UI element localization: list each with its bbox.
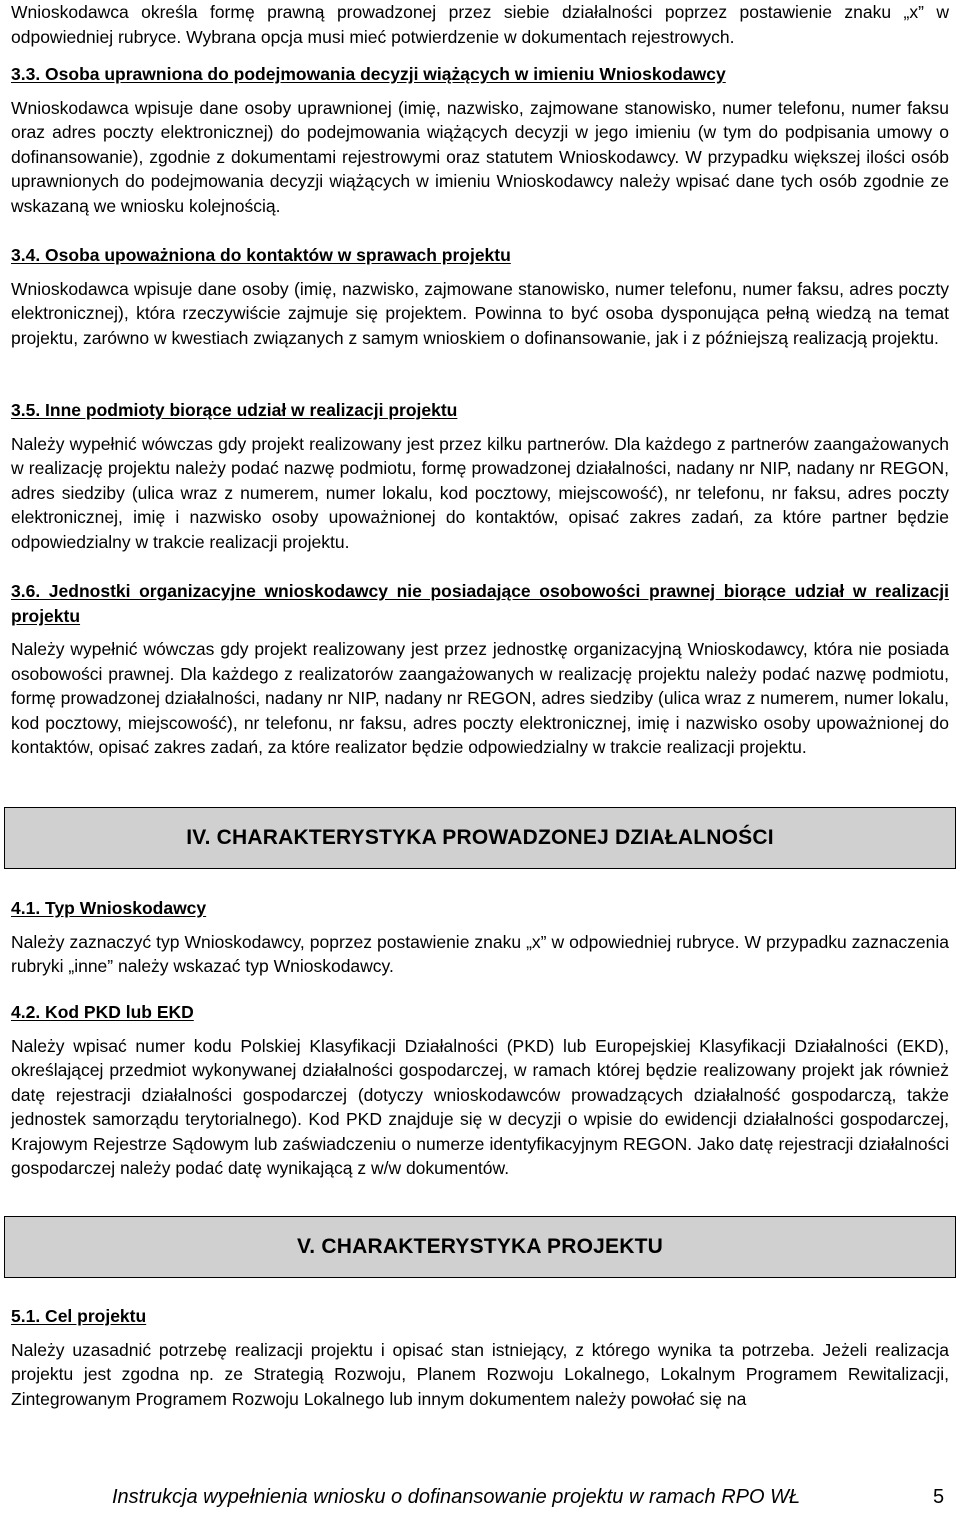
section-4-1 [11,896,949,979]
section-3-5 [11,398,949,554]
section-3-5-heading: 3.5. Inne podmioty biorące udział w realizacji projektu [11,400,458,420]
intro-text: Wnioskodawca określa formę prawną prowadzonej przez siebie działalności poprzez postawienie znaku „x” w odpowiedniej rubryce. Wybrana opcja musi mieć potwierdzenie w dokumentach rejestrowych. [11,2,949,47]
section-3-4-heading: 3.4. Osoba upoważniona do kontaktów w sprawach projektu [11,245,511,265]
section-5-1-heading: 5.1. Cel projektu [11,1306,147,1326]
section-3-6-heading: 3.6. Jednostki organizacyjne wnioskodawcy nie posiadające osobowości prawnej biorące udział w realizacji projektu [11,581,949,626]
section-3-5-body: Należy wypełnić wówczas gdy projekt realizowany jest przez kilku partnerów. Dla każdego z partnerów zaangażowanych w realizację projektu należy podać nazwę podmiotu, formę prowadzonej działalności, nadany nr NIP, nadany nr REGON, adres siedziby (ulica wraz z numerem, numer lokalu, kod pocztowy, miejscowość), nr telefonu, nr faksu, adres poczty elektronicznej, imię i nazwisko osoby upoważnionej do kontaktów, opisać zakres zadań, za które partner będzie odpowiedzialny w trakcie realizacji projektu. [11,433,949,552]
section-3-3 [11,62,949,218]
section-3-6 [11,579,949,760]
footer-title: Instrukcja wypełnienia wniosku o dofinansowanie projektu w ramach RPO WŁ [112,1486,801,1508]
section-4-2-body: Należy wpisać numer kodu Polskiej Klasyfikacji Działalności (PKD) lub Europejskiej Klasyfikacji Działalności (EKD), określającej przedmiot wykonywanej działalności gospodarczej, w ramach której będzie realizowany projekt jak również datę rejestracji działalności gospodarczej (dotyczy wnioskodawców prowadzących działalność gospodarczą, także jednostek samorządu terytorialnego). Kod PKD znajduje się w decyzji o wpisie do ewidencji działalności gospodarczej, Krajowym Rejestrze Sądowym lub zaświadczeniu o numerze identyfikacyjnym REGON. Jako datę rejestracji działalności gospodarczej należy podać datę wynikającą z w/w dokumentów. [11,1035,949,1178]
section-3-6-body: Należy wypełnić wówczas gdy projekt realizowany jest przez jednostkę organizacyjną Wnioskodawcy, która nie posiada osobowości prawnej. Dla każdego z realizatorów zaangażowanych w realizację projektu należy podać nazwę podmiotu, formę prowadzonej działalności, nadany nr NIP, nadany nr REGON, adres siedziby (ulica wraz z numerem, numer lokalu, kod pocztowy, miejscowość), nr telefonu, nr faksu, adres poczty elektronicznej, imię i nazwisko osoby upoważnionej do kontaktów, opisać zakres zadań, za które realizator będzie odpowiedzialny w trakcie realizacji projektu. [11,639,949,757]
section-v-title: V. CHARAKTERYSTYKA PROJEKTU [297,1235,663,1258]
section-3-3-body: Wnioskodawca wpisuje dane osoby uprawnionej (imię, nazwisko, zajmowane stanowisko, numer telefonu, numer faksu oraz adres poczty elektronicznej) do podejmowania wiążących decyzji w jego imieniu (w tym do podpisania umowy o dofinansowanie), zgodnie z dokumentami rejestrowymi oraz statutem Wnioskodawcy. W przypadku większej ilości osób uprawnionych do podejmowania decyzji wiążących w imieniu Wnioskodawcy należy wpisać dane tych osób zgodnie ze wskazaną we wniosku kolejnością. [11,97,949,216]
section-4-1-body: Należy zaznaczyć typ Wnioskodawcy, poprzez postawienie znaku „x” w odpowiedniej rubryce. W przypadku zaznaczenia rubryki „inne” należy wskazać typ Wnioskodawcy. [11,931,949,976]
section-v-banner [4,1216,956,1278]
section-4-2 [11,1000,949,1181]
section-3-4-body: Wnioskodawca wpisuje dane osoby (imię, nazwisko, zajmowane stanowisko, numer telefonu, numer faksu, adres poczty elektronicznej), która rzeczywiście zajmuje się projektem. Powinna to być osoba dysponująca pełną wiedzą na temat projektu, zarówno w kwestiach związanych z samym wnioskiem o dofinansowanie, jak i z późniejszą realizacją projektu. [11,278,949,348]
section-3-3-heading: 3.3. Osoba uprawniona do podejmowania decyzji wiążących w imieniu Wnioskodawcy [11,64,726,84]
intro-paragraph [11,0,949,49]
page-number: 5 [933,1486,945,1508]
section-4-1-heading: 4.1. Typ Wnioskodawcy [11,898,207,918]
section-iv-title: IV. CHARAKTERYSTYKA PROWADZONEJ DZIAŁALNOŚCI [186,826,774,849]
section-3-4 [11,243,949,350]
section-4-2-heading: 4.2. Kod PKD lub EKD [11,1002,194,1022]
section-5-1-body: Należy uzasadnić potrzebę realizacji projektu i opisać stan istniejący, z którego wynika ta potrzeba. Jeżeli realizacja projektu jest zgodna np. ze Strategią Rozwoju, Planem Rozwoju Lokalnego, Lokalnym Programem Rewitalizacji, Zintegrowanym Programem Rozwoju Lokalnego lub innym dokumentem należy powołać się na [11,1339,949,1409]
section-iv-banner [4,807,956,869]
section-5-1 [11,1304,949,1411]
